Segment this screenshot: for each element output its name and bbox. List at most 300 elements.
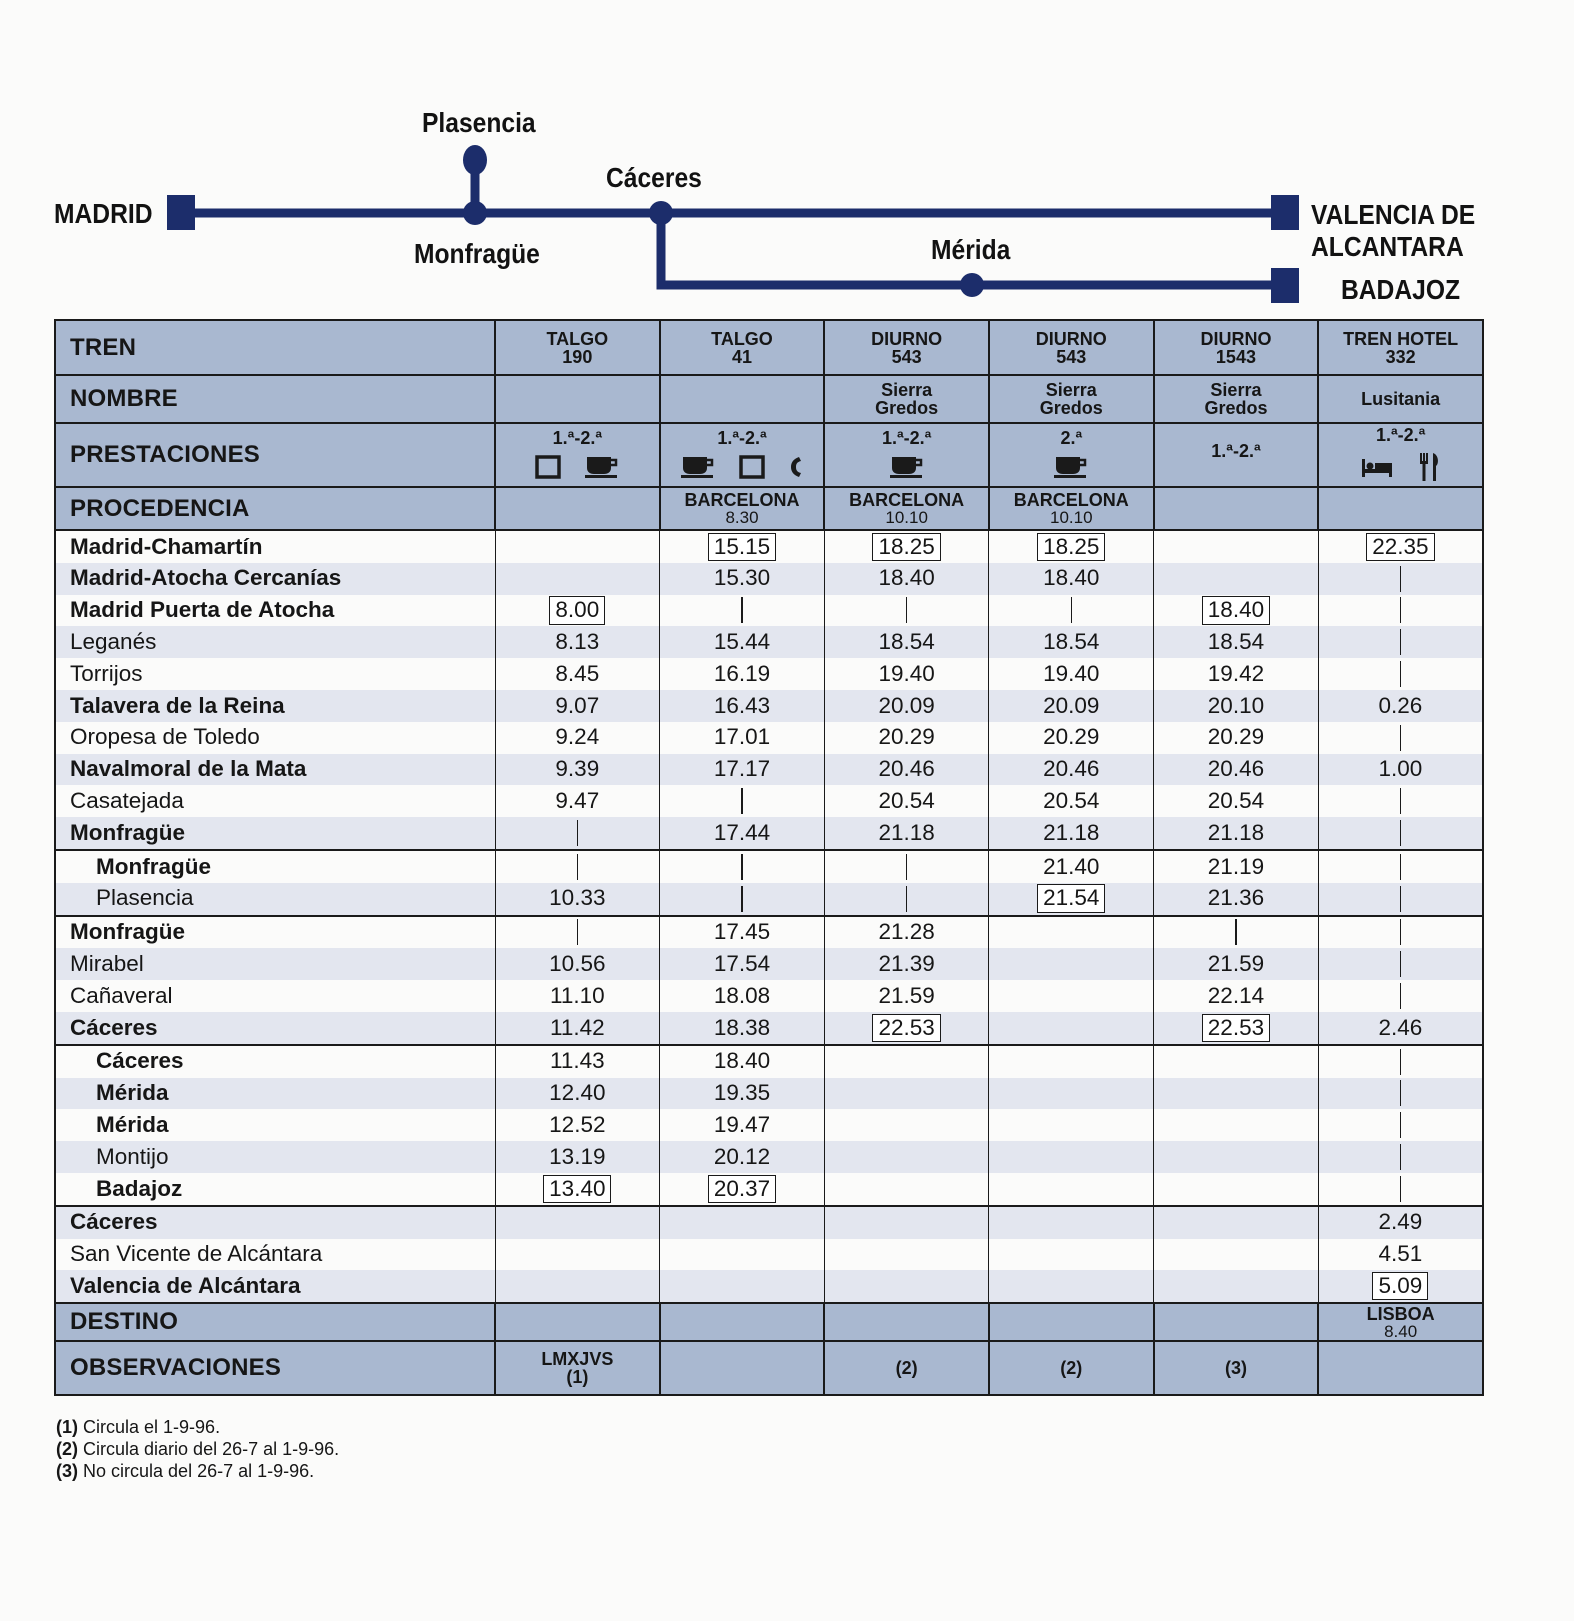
- station-name: Cáceres: [55, 1206, 495, 1239]
- time-cell: [1154, 1141, 1319, 1173]
- time-value: 22.14: [1154, 980, 1319, 1012]
- pass-through-line: [741, 597, 743, 623]
- time-cell: [989, 1270, 1154, 1303]
- train-type: DIURNO: [1200, 328, 1272, 349]
- time-value: 18.40: [824, 563, 989, 595]
- time-value: 20.54: [824, 785, 989, 817]
- time-value: 20.29: [1154, 722, 1319, 754]
- station-name: Mirabel: [55, 948, 495, 980]
- time-value: 1.00: [1318, 754, 1483, 786]
- train-destination-cell: [1154, 1303, 1319, 1341]
- time-value: 20.54: [989, 785, 1154, 817]
- header-row-observaciones: [55, 1341, 1483, 1395]
- train-name-cell: [495, 375, 660, 423]
- pass-through-line: [1071, 597, 1073, 623]
- time-cell: [660, 1173, 825, 1206]
- train-type: TALGO: [546, 328, 609, 349]
- train-origin-cell: [660, 487, 825, 530]
- time-value: 9.39: [495, 754, 660, 786]
- time-value: 18.54: [989, 626, 1154, 658]
- station-row: [55, 1173, 1483, 1206]
- phone-icon: [789, 455, 803, 482]
- pass-through-line: [741, 854, 743, 880]
- time-value: 21.18: [824, 817, 989, 850]
- label-valencia-line2: ALCANTARA: [1311, 230, 1464, 263]
- time-cell: [1318, 563, 1483, 595]
- train-classes: 1.ª-2.ª: [1375, 424, 1426, 445]
- time-cell: [1318, 850, 1483, 883]
- time-value: 9.24: [495, 722, 660, 754]
- station-row: [55, 850, 1483, 883]
- train-header-cell: [495, 320, 660, 375]
- train-destination-time: 8.40: [1384, 1321, 1418, 1341]
- train-name-cell: [989, 375, 1154, 423]
- train-type: TALGO: [711, 328, 773, 349]
- time-cell: [824, 1173, 989, 1206]
- time-cell: [1154, 1239, 1319, 1271]
- timetable-footer: [55, 1303, 1483, 1395]
- train-observations-cell: [495, 1341, 660, 1395]
- time-cell: [660, 883, 825, 916]
- time-cell: [495, 916, 660, 949]
- service-icons: [825, 455, 988, 482]
- time-value: 9.47: [495, 785, 660, 817]
- time-value: 20.46: [824, 754, 989, 786]
- time-value: 15.30: [660, 563, 825, 595]
- header-label-procedencia: PROCEDENCIA: [55, 487, 495, 530]
- time-cell: [1154, 1012, 1319, 1045]
- label-badajoz: BADAJOZ: [1341, 273, 1461, 306]
- footnote: [56, 1438, 339, 1460]
- footnote-text: Circula el 1-9-96.: [83, 1417, 221, 1437]
- train-number: 543: [1056, 346, 1087, 367]
- time-cell: [1318, 530, 1483, 563]
- train-classes: 1.ª-2.ª: [1211, 441, 1261, 461]
- station-row: [55, 1141, 1483, 1173]
- time-cell: [1318, 1270, 1483, 1303]
- station-name: Valencia de Alcántara: [55, 1270, 495, 1303]
- boxed-time: 5.09: [1372, 1272, 1428, 1301]
- time-cell: [660, 1206, 825, 1239]
- boxed-time: 22.35: [1366, 533, 1434, 562]
- pass-through-line: [577, 919, 579, 945]
- train-name-line: Lusitania: [1361, 389, 1441, 409]
- time-value: 21.40: [989, 850, 1154, 883]
- station-name: Casatejada: [55, 785, 495, 817]
- station-name: Badajoz: [55, 1173, 495, 1206]
- badajoz-terminal-marker: [1271, 268, 1299, 303]
- header-label-nombre: NOMBRE: [55, 375, 495, 423]
- time-value: 19.35: [660, 1078, 825, 1110]
- train-observation-note: (1): [566, 1367, 589, 1388]
- time-cell: [495, 530, 660, 563]
- station-row: [55, 1012, 1483, 1045]
- train-classes: 1.ª-2.ª: [717, 427, 767, 448]
- time-value: 18.54: [1154, 626, 1319, 658]
- time-value: 15.44: [660, 626, 825, 658]
- time-cell: [495, 1206, 660, 1239]
- pass-through-line: [906, 886, 908, 912]
- boxed-time: 22.53: [1202, 1014, 1270, 1043]
- time-value: 18.54: [824, 626, 989, 658]
- time-value: 13.19: [495, 1141, 660, 1173]
- train-observations-cell: [824, 1341, 989, 1395]
- plasencia-station-marker: [463, 145, 487, 175]
- time-cell: [1318, 1173, 1483, 1206]
- time-cell: [824, 1270, 989, 1303]
- station-row: [55, 980, 1483, 1012]
- header-row-nombre: [55, 375, 1483, 423]
- time-cell: [1318, 1078, 1483, 1110]
- train-destination-cell: [1318, 1303, 1483, 1341]
- station-row: [55, 1078, 1483, 1110]
- station-row: [55, 1045, 1483, 1078]
- time-cell: [989, 1012, 1154, 1045]
- time-value: 18.40: [660, 1045, 825, 1078]
- time-cell: [1154, 595, 1319, 627]
- train-number: 543: [891, 346, 922, 367]
- train-name-cell: [824, 375, 989, 423]
- header-row-procedencia: [55, 487, 1483, 530]
- time-value: 9.07: [495, 690, 660, 722]
- train-header-cell: [660, 320, 825, 375]
- cafeteria-icon: [1054, 455, 1088, 482]
- station-row: [55, 1239, 1483, 1271]
- time-value: 20.09: [989, 690, 1154, 722]
- time-value: 17.44: [660, 817, 825, 850]
- label-caceres: Cáceres: [606, 161, 702, 194]
- pass-through-line: [1235, 919, 1237, 945]
- train-services-cell: [989, 423, 1154, 487]
- station-row: [55, 754, 1483, 786]
- time-value: 20.54: [1154, 785, 1319, 817]
- station-name: Leganés: [55, 626, 495, 658]
- train-observations-cell: [1154, 1341, 1319, 1395]
- station-name: Cañaveral: [55, 980, 495, 1012]
- time-cell: [495, 850, 660, 883]
- time-value: 18.38: [660, 1012, 825, 1045]
- time-cell: [1154, 1173, 1319, 1206]
- train-origin-time: 10.10: [1050, 508, 1093, 527]
- footnote-mark: (1): [56, 1417, 78, 1437]
- time-value: 12.52: [495, 1109, 660, 1141]
- pass-through-line: [577, 820, 579, 846]
- station-row: [55, 563, 1483, 595]
- station-name: Madrid-Chamartín: [55, 530, 495, 563]
- station-row: [55, 883, 1483, 916]
- time-cell: [824, 1109, 989, 1141]
- footnote-mark: (2): [56, 1439, 78, 1459]
- pass-through-line: [1400, 919, 1402, 945]
- header-label-destino: DESTINO: [55, 1303, 495, 1341]
- train-observations-cell: [989, 1341, 1154, 1395]
- pass-through-line: [1400, 1080, 1402, 1106]
- station-row: [55, 1206, 1483, 1239]
- train-origin-time: 8.30: [725, 508, 759, 527]
- time-cell: [824, 883, 989, 916]
- pass-through-line: [1400, 983, 1402, 1009]
- footnote-mark: (3): [56, 1461, 78, 1481]
- train-origin-cell: [1154, 487, 1319, 530]
- caceres-station-marker: [649, 201, 673, 225]
- train-origin: BARCELONA: [1013, 490, 1129, 510]
- route-lines: [181, 162, 1288, 285]
- time-value: 12.40: [495, 1078, 660, 1110]
- valencia-terminal-marker: [1271, 195, 1299, 230]
- train-observation: LMXJVS: [541, 1349, 614, 1370]
- station-name: Cáceres: [55, 1045, 495, 1078]
- train-destination-cell: [495, 1303, 660, 1341]
- station-name: Torrijos: [55, 658, 495, 690]
- boxed-time: 18.25: [872, 533, 940, 562]
- station-name: San Vicente de Alcántara: [55, 1239, 495, 1271]
- pass-through-line: [1400, 1144, 1402, 1170]
- time-value: 20.09: [824, 690, 989, 722]
- time-cell: [1318, 1141, 1483, 1173]
- time-cell: [495, 1270, 660, 1303]
- label-madrid: MADRID: [54, 197, 153, 230]
- label-plasencia: Plasencia: [422, 106, 536, 139]
- train-origin-cell: [1318, 487, 1483, 530]
- time-cell: [1154, 563, 1319, 595]
- footnote-text: No circula del 26-7 al 1-9-96.: [83, 1461, 315, 1481]
- time-value: 16.43: [660, 690, 825, 722]
- pass-through-line: [741, 886, 743, 912]
- station-name: Madrid Puerta de Atocha: [55, 595, 495, 627]
- time-cell: [1318, 658, 1483, 690]
- station-row: [55, 626, 1483, 658]
- train-name-line: Gredos: [1204, 398, 1268, 418]
- train-type: DIURNO: [1035, 328, 1107, 349]
- time-cell: [989, 1141, 1154, 1173]
- station-row: [55, 595, 1483, 627]
- time-cell: [495, 595, 660, 627]
- train-origin-cell: [495, 487, 660, 530]
- time-cell: [824, 1012, 989, 1045]
- train-observations-cell: [1318, 1341, 1483, 1395]
- time-value: 18.08: [660, 980, 825, 1012]
- time-value: 4.51: [1318, 1239, 1483, 1271]
- train-observation: (2): [895, 1358, 918, 1379]
- station-name: Oropesa de Toledo: [55, 722, 495, 754]
- train-name-line: Sierra: [881, 380, 933, 400]
- station-row: [55, 1270, 1483, 1303]
- time-cell: [1154, 1109, 1319, 1141]
- station-row: [55, 1109, 1483, 1141]
- station-row: [55, 948, 1483, 980]
- time-cell: [1318, 817, 1483, 850]
- train-header-cell: [1154, 320, 1319, 375]
- time-cell: [989, 1078, 1154, 1110]
- monfrague-station-marker: [463, 201, 487, 225]
- time-value: 10.56: [495, 948, 660, 980]
- time-cell: [495, 1173, 660, 1206]
- time-value: 20.46: [1154, 754, 1319, 786]
- boxed-time: 13.40: [543, 1175, 611, 1204]
- time-cell: [1318, 626, 1483, 658]
- time-cell: [660, 850, 825, 883]
- time-cell: [495, 817, 660, 850]
- pass-through-line: [1400, 820, 1402, 846]
- train-name-cell: [660, 375, 825, 423]
- station-name: Navalmoral de la Mata: [55, 754, 495, 786]
- time-cell: [824, 1206, 989, 1239]
- train-number: 41: [731, 346, 752, 367]
- time-cell: [989, 948, 1154, 980]
- time-value: 21.18: [1154, 817, 1319, 850]
- time-cell: [1154, 916, 1319, 949]
- time-cell: [1154, 1206, 1319, 1239]
- time-value: 20.29: [824, 722, 989, 754]
- station-name: Monfragüe: [55, 850, 495, 883]
- service-icons: [496, 455, 659, 482]
- service-icons: [990, 455, 1153, 482]
- route-map: [0, 0, 1574, 310]
- time-cell: [1318, 722, 1483, 754]
- train-number: 1543: [1215, 346, 1256, 367]
- train-header-cell: [989, 320, 1154, 375]
- boxed-time: 20.37: [708, 1175, 776, 1204]
- time-cell: [989, 1173, 1154, 1206]
- time-cell: [1154, 1045, 1319, 1078]
- train-origin-cell: [824, 487, 989, 530]
- train-classes: 1.ª-2.ª: [552, 427, 602, 448]
- cafeteria-icon: [890, 455, 924, 482]
- header-row-tren: [55, 320, 1483, 375]
- time-value: 11.42: [495, 1012, 660, 1045]
- time-cell: [660, 1270, 825, 1303]
- train-classes: 1.ª-2.ª: [881, 427, 932, 448]
- pass-through-line: [1400, 1112, 1402, 1138]
- pass-through-line: [1400, 886, 1402, 912]
- cafeteria-icon: [585, 455, 619, 482]
- restaurant-icon: [1418, 452, 1442, 485]
- pass-through-line: [1400, 1049, 1402, 1075]
- train-name-cell: [1318, 375, 1483, 423]
- timetable-header: [55, 320, 1483, 530]
- time-value: 11.10: [495, 980, 660, 1012]
- pass-through-line: [1400, 597, 1402, 623]
- time-value: 21.18: [989, 817, 1154, 850]
- time-cell: [660, 1239, 825, 1271]
- time-value: 17.54: [660, 948, 825, 980]
- boxed-time: 15.15: [708, 533, 776, 562]
- station-name: Plasencia: [55, 883, 495, 916]
- station-row: [55, 785, 1483, 817]
- station-name: Talavera de la Reina: [55, 690, 495, 722]
- pass-through-line: [906, 854, 908, 880]
- time-value: 21.39: [824, 948, 989, 980]
- footnote: [56, 1460, 339, 1482]
- time-cell: [660, 785, 825, 817]
- label-merida: Mérida: [931, 233, 1011, 266]
- time-value: 2.46: [1318, 1012, 1483, 1045]
- station-row: [55, 722, 1483, 754]
- time-value: 17.45: [660, 916, 825, 949]
- train-services-cell: [1154, 423, 1319, 487]
- train-destination-cell: [660, 1303, 825, 1341]
- time-value: 19.40: [989, 658, 1154, 690]
- time-cell: [495, 1239, 660, 1271]
- time-value: 18.40: [989, 563, 1154, 595]
- merida-station-marker: [960, 273, 984, 297]
- boxed-time: 8.00: [549, 596, 605, 625]
- time-cell: [824, 595, 989, 627]
- time-cell: [989, 883, 1154, 916]
- station-name: Monfragüe: [55, 916, 495, 949]
- train-header-cell: [1318, 320, 1483, 375]
- train-type: TREN HOTEL: [1343, 328, 1459, 349]
- time-cell: [1318, 1045, 1483, 1078]
- time-cell: [1318, 1109, 1483, 1141]
- time-value: 2.49: [1318, 1206, 1483, 1239]
- time-value: 8.45: [495, 658, 660, 690]
- train-origin: BARCELONA: [849, 490, 965, 510]
- train-classes: 2.ª: [1060, 427, 1083, 448]
- train-origin-time: 10.10: [885, 508, 928, 527]
- boxed-time: 22.53: [872, 1014, 940, 1043]
- time-cell: [989, 980, 1154, 1012]
- station-name: Mérida: [55, 1078, 495, 1110]
- station-row: [55, 916, 1483, 949]
- time-cell: [989, 1045, 1154, 1078]
- footnote: [56, 1416, 339, 1438]
- time-cell: [824, 1239, 989, 1271]
- station-name: Montijo: [55, 1141, 495, 1173]
- train-observations-cell: [660, 1341, 825, 1395]
- train-destination-cell: [824, 1303, 989, 1341]
- pass-through-line: [577, 854, 579, 880]
- time-cell: [495, 563, 660, 595]
- time-cell: [660, 595, 825, 627]
- timetable: [54, 319, 1484, 1396]
- time-value: 17.01: [660, 722, 825, 754]
- time-value: 21.59: [1154, 948, 1319, 980]
- time-cell: [1318, 916, 1483, 949]
- time-value: 21.19: [1154, 850, 1319, 883]
- header-row-destino: [55, 1303, 1483, 1341]
- station-row: [55, 817, 1483, 850]
- station-row: [55, 530, 1483, 563]
- time-value: 16.19: [660, 658, 825, 690]
- time-value: 21.36: [1154, 883, 1319, 916]
- train-header-cell: [824, 320, 989, 375]
- time-cell: [1318, 883, 1483, 916]
- pass-through-line: [1400, 1176, 1402, 1202]
- header-label-tren: TREN: [55, 320, 495, 375]
- time-cell: [1318, 595, 1483, 627]
- seat-icon: [739, 455, 765, 482]
- header-label-prestaciones: PRESTACIONES: [55, 423, 495, 487]
- footnote-text: Circula diario del 26-7 al 1-9-96.: [83, 1439, 340, 1459]
- time-cell: [989, 595, 1154, 627]
- station-row: [55, 690, 1483, 722]
- time-value: 20.12: [660, 1141, 825, 1173]
- time-cell: [989, 1239, 1154, 1271]
- time-cell: [824, 1045, 989, 1078]
- pass-through-line: [1400, 854, 1402, 880]
- train-origin-cell: [989, 487, 1154, 530]
- footnotes: [56, 1416, 339, 1482]
- train-name-line: Gredos: [875, 398, 939, 418]
- pass-through-line: [1400, 566, 1402, 592]
- label-valencia-line1: VALENCIA DE: [1311, 198, 1476, 231]
- time-value: 20.46: [989, 754, 1154, 786]
- time-cell: [1318, 980, 1483, 1012]
- pass-through-line: [1400, 661, 1402, 687]
- train-name-cell: [1154, 375, 1319, 423]
- train-destination: LISBOA: [1366, 1303, 1435, 1324]
